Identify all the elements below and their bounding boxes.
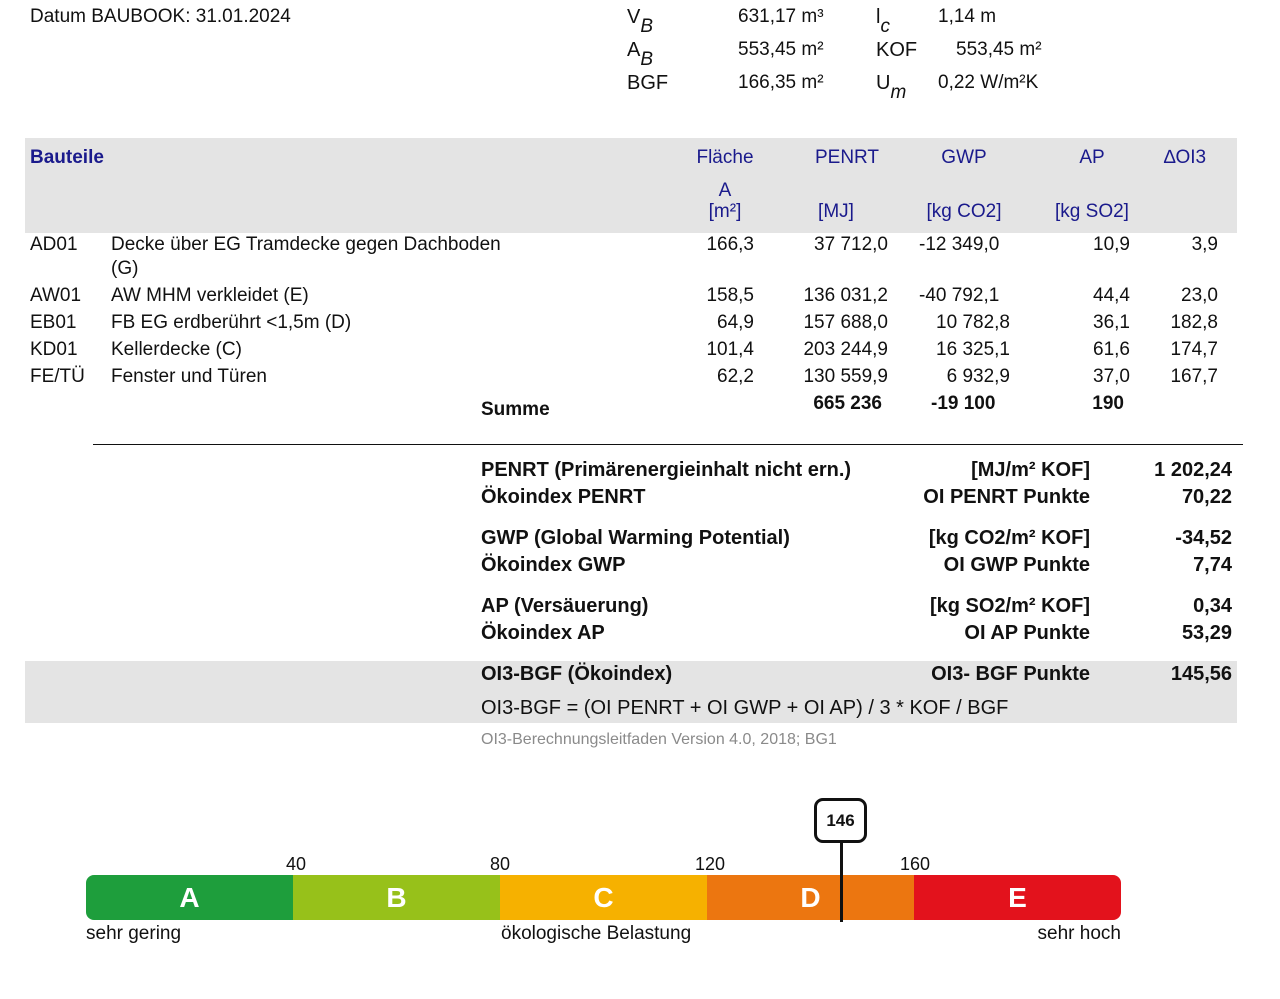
row-ap: 61,6 bbox=[1093, 339, 1130, 360]
row-description-cont: (G) bbox=[111, 258, 139, 279]
score-marker-box: 146 bbox=[814, 798, 867, 843]
row-description: Fenster und Türen bbox=[111, 366, 267, 387]
scale-label-low: sehr gering bbox=[86, 923, 182, 944]
source-note: OI3-Berechnungsleitfaden Version 4.0, 2018; BG1 bbox=[481, 731, 837, 748]
summary-value: 70,22 bbox=[1181, 486, 1232, 508]
row-gwp: 10 782,8 bbox=[936, 312, 1010, 333]
scale-label-high: sehr hoch bbox=[1037, 923, 1121, 944]
row-ap: 37,0 bbox=[1093, 366, 1130, 387]
summary-unit: OI AP Punkte bbox=[964, 622, 1090, 644]
scale-label-center: ökologische Belastung bbox=[501, 923, 692, 944]
scale-tick: 40 bbox=[286, 854, 307, 874]
row-area: 101,4 bbox=[706, 339, 754, 360]
row-penrt: 37 712,0 bbox=[814, 234, 888, 255]
row-ap: 36,1 bbox=[1093, 312, 1130, 333]
row-description: AW MHM verkleidet (E) bbox=[111, 285, 309, 306]
row-description: Kellerdecke (C) bbox=[111, 339, 242, 360]
class-b-segment: B bbox=[293, 875, 500, 920]
row-code: FE/TÜ bbox=[30, 366, 85, 387]
summary-label: Ökoindex AP bbox=[481, 622, 605, 644]
row-description: Decke über EG Tramdecke gegen Dachboden bbox=[111, 234, 501, 255]
sum-label: Summe bbox=[481, 399, 550, 420]
row-penrt: 130 559,9 bbox=[803, 366, 888, 387]
oi3-total-unit: OI3- BGF Punkte bbox=[931, 663, 1090, 685]
param-value: 553,45 m² bbox=[738, 39, 824, 60]
param-symbol: Um bbox=[876, 72, 907, 103]
row-penrt: 157 688,0 bbox=[803, 312, 888, 333]
column-header-gwp: GWP bbox=[941, 147, 987, 168]
row-code: EB01 bbox=[30, 312, 77, 333]
param-symbol: lc bbox=[876, 6, 890, 37]
param-value: 0,22 W/m²K bbox=[938, 72, 1039, 93]
param-symbol: KOF bbox=[876, 39, 918, 61]
column-unit: [m²] bbox=[708, 201, 742, 222]
oi3-formula: OI3-BGF = (OI PENRT + OI GWP + OI AP) / 3 * KOF / BGF bbox=[481, 697, 1009, 719]
summary-value: 1 202,24 bbox=[1154, 459, 1232, 481]
row-delta-oi3: 182,8 bbox=[1170, 312, 1218, 333]
summary-unit: [kg CO2/m² KOF] bbox=[928, 527, 1090, 549]
scale-tick: 80 bbox=[490, 854, 511, 874]
row-area: 158,5 bbox=[706, 285, 754, 306]
class-c-segment: C bbox=[500, 875, 707, 920]
column-header-area: Fläche bbox=[696, 147, 754, 168]
column-unit: A bbox=[718, 180, 732, 201]
row-code: KD01 bbox=[30, 339, 78, 360]
summary-value: 7,74 bbox=[1193, 554, 1232, 576]
class-e-segment: E bbox=[914, 875, 1121, 920]
summary-unit: OI GWP Punkte bbox=[943, 554, 1090, 576]
row-gwp: 16 325,1 bbox=[936, 339, 1010, 360]
param-symbol: BGF bbox=[627, 72, 669, 94]
row-code: AD01 bbox=[30, 234, 78, 255]
row-delta-oi3: 167,7 bbox=[1170, 366, 1218, 387]
sum-ap: 190 bbox=[1092, 393, 1124, 414]
column-unit: [kg CO2] bbox=[926, 201, 1002, 222]
summary-unit: [MJ/m² KOF] bbox=[971, 459, 1090, 481]
row-code: AW01 bbox=[30, 285, 82, 306]
param-symbol: VB bbox=[627, 6, 654, 37]
oi3-total-label: OI3-BGF (Ökoindex) bbox=[481, 663, 673, 685]
summary-label: PENRT (Primärenergieinhalt nicht ern.) bbox=[481, 459, 852, 481]
param-symbol: AB bbox=[627, 39, 654, 70]
summary-label: Ökoindex PENRT bbox=[481, 486, 646, 508]
sum-penrt: 665 236 bbox=[813, 393, 882, 414]
row-gwp: -40 792,1 bbox=[919, 285, 1000, 306]
row-delta-oi3: 174,7 bbox=[1170, 339, 1218, 360]
oi3-total-value: 145,56 bbox=[1170, 663, 1232, 685]
sum-gwp: -19 100 bbox=[931, 393, 996, 414]
table-title: Bauteile bbox=[30, 147, 104, 168]
row-area: 64,9 bbox=[717, 312, 754, 333]
param-value: 1,14 m bbox=[938, 6, 997, 27]
summary-value: 0,34 bbox=[1193, 595, 1232, 617]
param-value: 631,17 m³ bbox=[738, 6, 824, 27]
summary-value: 53,29 bbox=[1181, 622, 1232, 644]
scale-tick: 160 bbox=[900, 854, 931, 874]
row-ap: 44,4 bbox=[1093, 285, 1130, 306]
class-a-segment: A bbox=[86, 875, 293, 920]
class-d-segment: D bbox=[707, 875, 914, 920]
summary-unit: OI PENRT Punkte bbox=[923, 486, 1090, 508]
scale-tick: 120 bbox=[695, 854, 726, 874]
summary-value: -34,52 bbox=[1175, 527, 1232, 549]
row-delta-oi3: 23,0 bbox=[1181, 285, 1218, 306]
param-value: 166,35 m² bbox=[738, 72, 824, 93]
summary-label: Ökoindex GWP bbox=[481, 554, 626, 576]
score-marker-line bbox=[840, 843, 843, 922]
row-penrt: 136 031,2 bbox=[803, 285, 888, 306]
divider bbox=[93, 444, 1243, 445]
row-gwp: 6 932,9 bbox=[946, 366, 1010, 387]
row-area: 166,3 bbox=[706, 234, 754, 255]
row-description: FB EG erdberührt <1,5m (D) bbox=[111, 312, 352, 333]
column-header-delta-oi3: ∆OI3 bbox=[1163, 147, 1207, 168]
summary-label: GWP (Global Warming Potential) bbox=[481, 527, 790, 549]
row-penrt: 203 244,9 bbox=[803, 339, 888, 360]
row-area: 62,2 bbox=[717, 366, 754, 387]
column-header-penrt: PENRT bbox=[814, 147, 880, 168]
summary-unit: [kg SO2/m² KOF] bbox=[929, 595, 1090, 617]
row-gwp: -12 349,0 bbox=[919, 234, 1000, 255]
column-unit: [MJ] bbox=[818, 201, 854, 222]
row-delta-oi3: 3,9 bbox=[1191, 234, 1218, 255]
date-label: Datum BAUBOOK: 31.01.2024 bbox=[30, 6, 291, 27]
summary-label: AP (Versäuerung) bbox=[481, 595, 649, 617]
param-value: 553,45 m² bbox=[956, 39, 1042, 60]
column-unit: [kg SO2] bbox=[1055, 201, 1129, 222]
column-header-ap: AP bbox=[1079, 147, 1105, 168]
row-ap: 10,9 bbox=[1093, 234, 1130, 255]
